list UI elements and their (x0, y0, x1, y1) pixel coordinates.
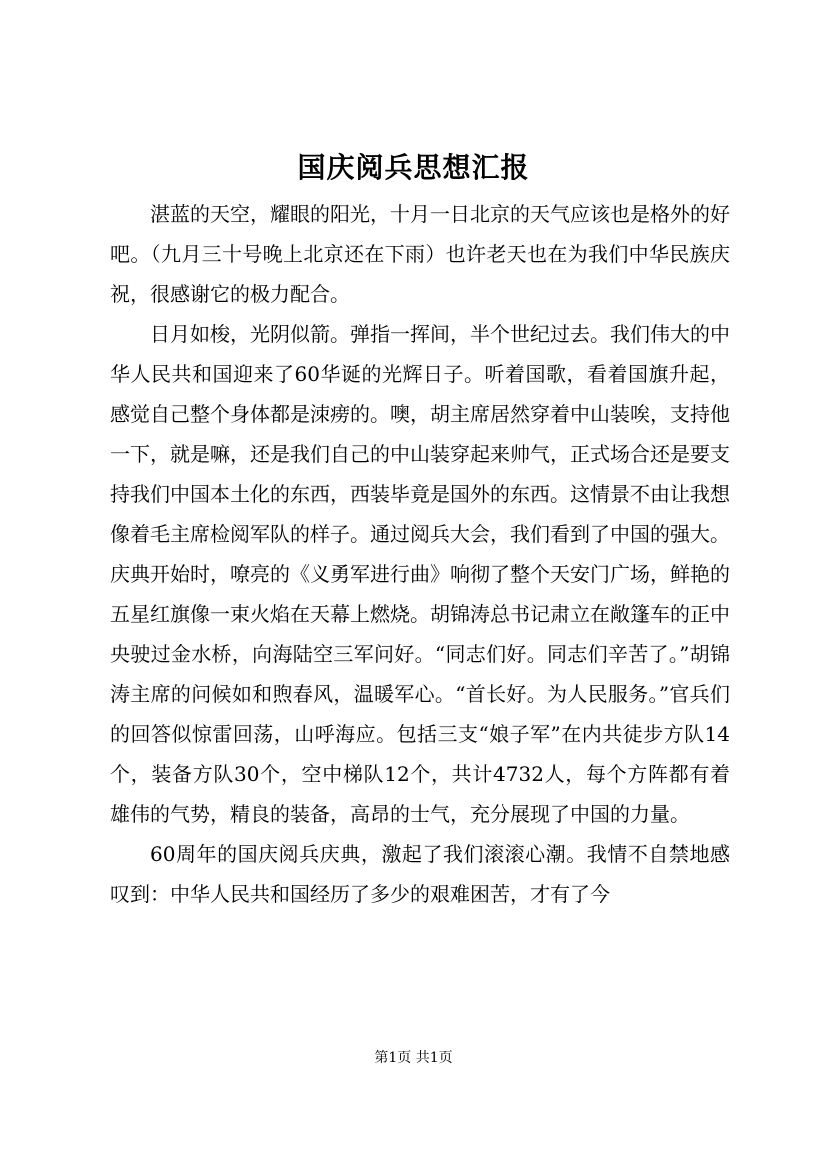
paragraph-1: 湛蓝的天空，耀眼的阳光，十月一日北京的天气应该也是格外的好吧。（九月三十号晚上北京还在下雨）也许老天也在为我们中华民族庆祝，很感谢它的极力配合。 (110, 202, 730, 306)
page-footer: 第1页 共1页 (374, 1050, 453, 1066)
paragraph-3: 60周年的国庆阅兵庆典，激起了我们滚滚心潮。我情不自禁地感叹到：中华人民共和国经历了多少的艰难困苦，才有了今 (110, 842, 730, 906)
document-body (110, 194, 730, 914)
document-title: 国庆阅兵思想汇报 (297, 151, 530, 184)
paragraph-2: 日月如梭，光阴似箭。弹指一挥间，半个世纪过去。我们伟大的中华人民共和国迎来了60华诞的光辉日子。听着国歌，看着国旗升起，感觉自己整个身体都是洓痨的。噢，胡主席居然穿着中山装唉，支持他一下，就是嘛，还是我们自己的中山装穿起来帅气，正式场合还是要支持我们中国本土化的东西，西装毕竟是国外的东西。这情景不由让我想像着毛主席检阅军队的样子。通过阅兵大会，我们看到了中国的强大。庆典开始时，嘹亮的《义勇军进行曲》响彻了整个天安门广场，鲜艳的五星红旗像一束火焰在天幕上燃烧。胡锦涛总书记肃立在敞篷车的正中央驶过金水桥，向海陆空三军问好。“同志们好。同志们辛苦了。”胡锦涛主席的问候如和煦春风，温暖军心。“首长好。为人民服务。”官兵们的回答似惊雷回荡，山呼海应。包括三支“娘子军”在内共徒步方队14个，装备方队30个，空中梯队12个，共计4732人，每个方阵都有着雄伟的气势，精良的装备，高昂的士气，充分展现了中国的力量。 (110, 322, 730, 826)
